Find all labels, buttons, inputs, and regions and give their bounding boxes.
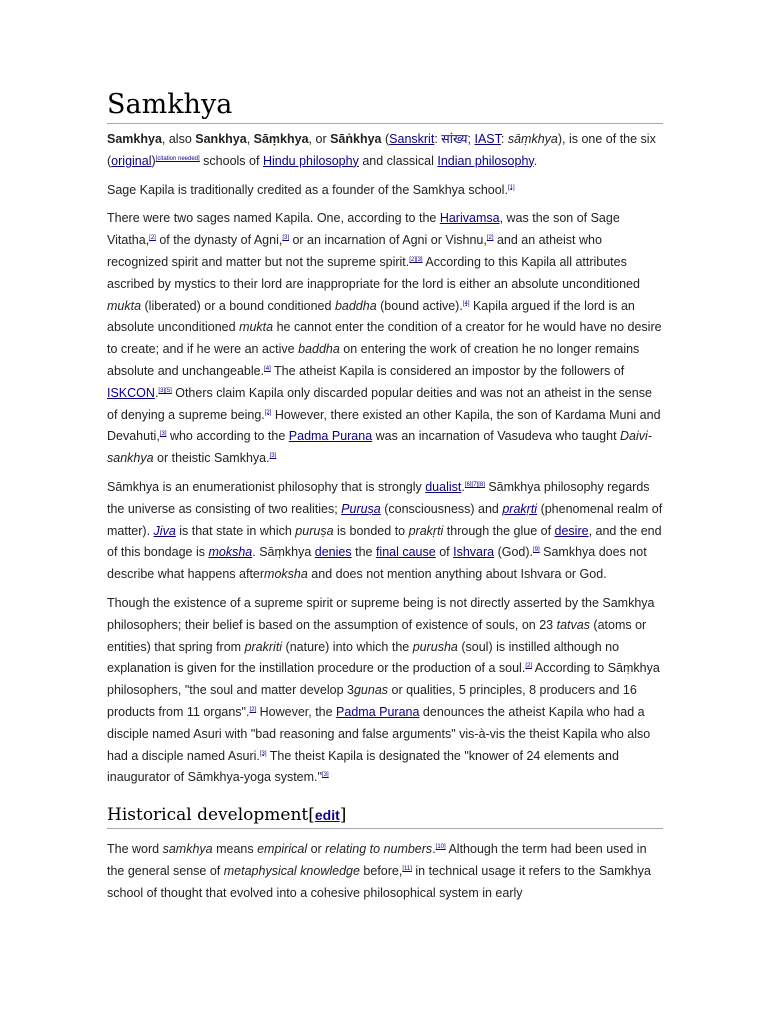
reference-link[interactable]: [1] bbox=[507, 184, 515, 191]
text: Sage Kapila is traditionally credited as a founder of the Samkhya school. bbox=[107, 182, 508, 197]
text: : bbox=[434, 132, 442, 146]
devanagari-text: सांख्य bbox=[441, 132, 468, 146]
link-jiva[interactable]: Jiva bbox=[153, 523, 176, 538]
text: (phenomenal realm of matter). bbox=[107, 501, 663, 538]
text: , and the end of this bondage is bbox=[107, 523, 662, 560]
text: is that state in which bbox=[175, 523, 296, 538]
text: ( bbox=[381, 132, 390, 146]
page-title: Samkhya bbox=[107, 88, 663, 124]
italic-term: mukta bbox=[239, 320, 274, 335]
text: There were two sages named Kapila. One, according to the bbox=[107, 211, 440, 226]
etymology-paragraph bbox=[107, 839, 663, 904]
kapila-paragraph bbox=[107, 208, 663, 470]
text: means bbox=[212, 842, 258, 857]
text: . bbox=[432, 842, 436, 857]
link-padma-purana[interactable]: Padma Purana bbox=[336, 704, 420, 719]
text: of bbox=[435, 545, 454, 560]
link-prakriti[interactable]: prakṛti bbox=[502, 501, 538, 516]
text: However, the bbox=[256, 704, 337, 719]
reference-link[interactable]: [2] bbox=[486, 235, 494, 242]
link-sanskrit[interactable]: Sanskrit bbox=[389, 132, 435, 146]
text: of the dynasty of Agni, bbox=[155, 233, 283, 248]
reference-link[interactable]: [2] bbox=[264, 409, 272, 416]
italic-term: prakriti bbox=[244, 639, 283, 654]
text: (atoms or entities) that spring from bbox=[107, 617, 647, 654]
text: or theistic Samkhya. bbox=[153, 451, 270, 466]
link-original[interactable]: original bbox=[111, 153, 152, 168]
reference-link[interactable]: [9] bbox=[533, 547, 540, 554]
text: Although the term had been used in the general sense of bbox=[107, 842, 647, 878]
italic-term: baddha bbox=[298, 342, 340, 357]
link-harivamsa[interactable]: Harivamsa bbox=[439, 211, 500, 226]
text: Sāmkhya is an enumerationist philosophy that is strongly bbox=[107, 479, 426, 494]
link-hindu-philosophy[interactable]: Hindu philosophy bbox=[262, 153, 359, 168]
text: , also bbox=[161, 132, 196, 146]
text: ) bbox=[151, 153, 156, 168]
edit-bracket: [ bbox=[308, 805, 315, 826]
founder-paragraph bbox=[107, 180, 663, 202]
edit-bracket: ] bbox=[339, 805, 347, 826]
text: Samkhya does not describe what happens after bbox=[107, 545, 647, 582]
text: the bbox=[351, 545, 376, 560]
text: . bbox=[533, 153, 538, 168]
text: he cannot enter the condition of a creator for he would have no desire to create; and if he were an active bbox=[107, 320, 662, 357]
italic-term: prakṛti bbox=[408, 523, 444, 538]
text: , was the son of Sage Vitatha, bbox=[107, 211, 620, 248]
italic-term: moksha bbox=[264, 567, 308, 582]
reference-link[interactable]: [3] bbox=[282, 235, 289, 242]
text: , bbox=[246, 132, 254, 146]
bold-term: Samkhya bbox=[107, 132, 162, 146]
text: Though the existence of a supreme spirit or supreme being is not directly asserted by the Samkhya philosophers; their belief is based on the assumption of existence of souls, on 23 bbox=[107, 595, 655, 632]
text: According to Sāṃkhya philosophers, "the soul and matter develop 3 bbox=[107, 661, 660, 698]
reference-link[interactable]: [3] bbox=[159, 431, 167, 438]
text: . Sāṃkhya bbox=[252, 545, 315, 560]
text: was an incarnation of Vasudeva who taught bbox=[372, 429, 621, 444]
link-desire[interactable]: desire bbox=[554, 523, 589, 538]
italic-term: samkhya bbox=[162, 842, 213, 857]
text: denounces the atheist Kapila who had a disciple named Asuri with "bad reasoning and false arguments" vis-à-vis the theist Kapila who also had a disciple named Asuri. bbox=[107, 704, 651, 763]
link-ishvara[interactable]: Ishvara bbox=[453, 545, 495, 560]
reference-link[interactable]: [4] bbox=[264, 365, 271, 372]
bold-term: Sāṃkhya bbox=[253, 132, 309, 146]
text: Others claim Kapila only discarded popular deities and was not an atheist in the sense of denying a supreme being. bbox=[107, 385, 652, 422]
section-title: Historical development bbox=[107, 805, 309, 826]
iast-term: sāṃkhya bbox=[507, 132, 558, 146]
text: and an atheist who recognized spirit and matter but not the supreme spirit. bbox=[107, 233, 602, 269]
link-indian-philosophy[interactable]: Indian philosophy bbox=[437, 153, 534, 168]
link-dualist[interactable]: dualist bbox=[425, 479, 462, 494]
text: (soul) is instilled although no explanation is given for the instillation procedure or the production of a soul. bbox=[107, 639, 620, 676]
italic-term: relating to numbers bbox=[325, 842, 433, 857]
text: Sāmkhya philosophy regards the universe as consisting of two realities; bbox=[107, 479, 650, 516]
citation-needed-link[interactable]: [citation needed] bbox=[155, 155, 200, 162]
link-denies[interactable]: denies bbox=[314, 545, 352, 560]
text: The theist Kapila is designated the "knower of 24 elements and inaugurator of Sāmkhya-yoga system." bbox=[107, 748, 619, 785]
reference-link[interactable]: [2] bbox=[249, 706, 257, 713]
text: , or bbox=[308, 132, 331, 146]
text: (God). bbox=[494, 545, 533, 560]
reference-link[interactable]: [6][7][8] bbox=[464, 481, 485, 488]
text: . bbox=[154, 385, 159, 400]
text: on entering the work of creation he no longer remains absolute and unchangeable. bbox=[107, 342, 640, 378]
text: is bonded to bbox=[333, 523, 409, 538]
text: The atheist Kapila is considered an impostor by the followers of bbox=[270, 363, 625, 378]
text: and classical bbox=[358, 153, 438, 168]
text: According to this Kapila all attributes ascribed by mystics to their lord are inappropriate for the lord is either an absolute unconditioned bbox=[107, 254, 640, 291]
text: Kapila argued if the lord is an absolute unconditioned bbox=[107, 298, 635, 335]
italic-term: mukta bbox=[107, 298, 142, 313]
text: . bbox=[461, 479, 465, 494]
italic-term: metaphysical knowledge bbox=[223, 863, 360, 878]
bold-term: Sāṅkhya bbox=[330, 132, 382, 146]
bold-term: Sankhya bbox=[195, 132, 247, 146]
reference-link[interactable]: [2] bbox=[525, 663, 532, 670]
reference-link[interactable]: [3] bbox=[321, 772, 329, 779]
text: schools of bbox=[199, 153, 263, 168]
italic-term: gunas bbox=[353, 683, 389, 698]
text: (bound active). bbox=[376, 298, 463, 313]
text: ; bbox=[467, 132, 475, 146]
italic-term: purusha bbox=[412, 639, 458, 654]
italic-term: puruṣa bbox=[295, 523, 334, 538]
italic-term: Daivi-sankhya bbox=[107, 429, 652, 466]
link-purusa[interactable]: Puruṣa bbox=[341, 501, 381, 516]
article-content bbox=[107, 88, 663, 905]
italic-term: tatvas bbox=[556, 617, 590, 632]
text: and does not mention anything about Ishvara or God. bbox=[307, 567, 607, 582]
text: (consciousness) and bbox=[380, 501, 503, 516]
text: in technical usage it refers to the Samkhya school of thought that evolved into a cohesive philosophical system in early bbox=[107, 863, 651, 900]
reference-link[interactable]: [10] bbox=[435, 843, 446, 850]
text: : bbox=[500, 132, 508, 146]
italic-term: baddha bbox=[334, 298, 377, 313]
italic-term: empirical bbox=[257, 842, 308, 857]
souls-paragraph bbox=[107, 593, 663, 789]
reference-link[interactable]: [3][5] bbox=[158, 387, 172, 394]
text: through the glue of bbox=[443, 523, 555, 538]
reference-link[interactable]: [3] bbox=[269, 453, 277, 459]
text: However, there existed an other Kapila, the son of Kardama Muni and Devahuti, bbox=[107, 407, 661, 444]
text: or an incarnation of Agni or Vishnu, bbox=[289, 233, 487, 248]
text: (liberated) or a bound conditioned bbox=[141, 298, 335, 313]
link-final-cause[interactable]: final cause bbox=[375, 545, 436, 560]
text: The word bbox=[107, 842, 163, 857]
text: (nature) into which the bbox=[282, 639, 413, 654]
text: ), is one of the six ( bbox=[107, 132, 656, 168]
reference-link[interactable]: [4] bbox=[462, 300, 470, 307]
section-heading-historical bbox=[107, 803, 663, 829]
link-iskcon[interactable]: ISKCON bbox=[107, 385, 155, 400]
reference-link[interactable]: [3] bbox=[259, 750, 267, 757]
link-padma-purana[interactable]: Padma Purana bbox=[288, 429, 373, 444]
reference-link[interactable]: [2] bbox=[149, 235, 156, 242]
reference-link[interactable]: [11] bbox=[402, 865, 412, 872]
text: who according to the bbox=[166, 429, 289, 444]
dualism-paragraph bbox=[107, 477, 663, 586]
link-moksha[interactable]: moksha bbox=[208, 545, 253, 560]
link-iast[interactable]: IAST bbox=[474, 132, 501, 146]
edit-link[interactable]: edit bbox=[314, 807, 340, 824]
text: before, bbox=[359, 863, 403, 878]
text: or bbox=[307, 842, 326, 857]
reference-link[interactable]: [2][3] bbox=[409, 256, 423, 263]
text: or qualities, 5 principles, 8 producers and 16 products from 11 organs". bbox=[107, 683, 637, 719]
intro-paragraph bbox=[107, 129, 663, 173]
